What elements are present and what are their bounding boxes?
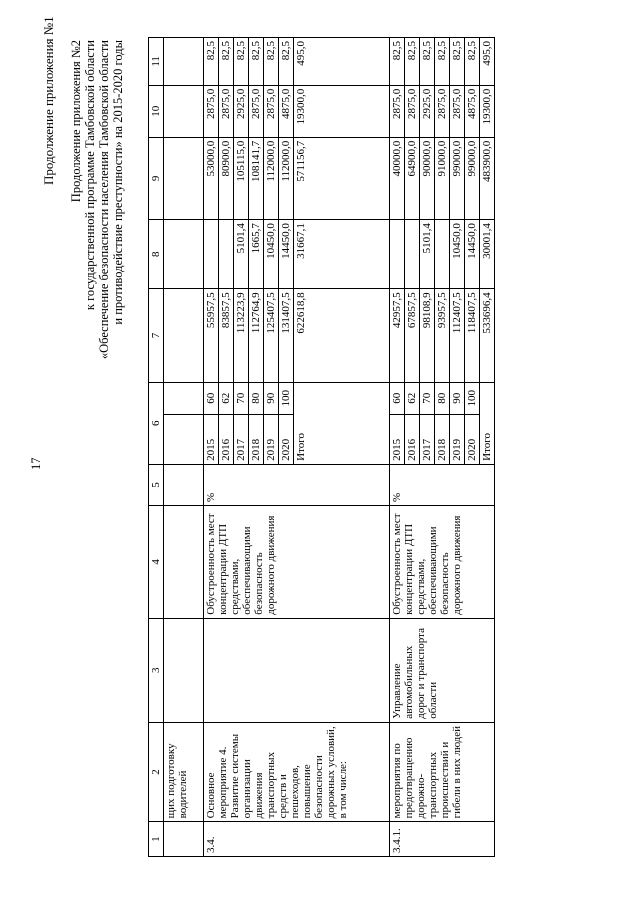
value-c10: 2875,0 xyxy=(450,85,465,137)
value-c7: 113223,9 xyxy=(234,289,249,382)
value-c7: 112764,9 xyxy=(249,289,264,382)
year: 2019 xyxy=(450,415,465,465)
target: 80 xyxy=(249,382,264,415)
target: 62 xyxy=(405,382,420,415)
table-row xyxy=(390,38,405,857)
year: 2017 xyxy=(234,415,249,465)
indicator: Обустроенность мест концентрации ДТП средствами, обеспечивающими безопасность дорожного движения xyxy=(204,506,390,619)
value-c11: 82,5 xyxy=(390,38,405,86)
value-c9: 91000,0 xyxy=(435,137,450,219)
page-number: 17 xyxy=(29,457,43,470)
value-c9: 90000,0 xyxy=(420,137,435,219)
col-num-3: 3 xyxy=(149,618,164,722)
value-c8: 5101,4 xyxy=(420,220,435,289)
value-c11: 82,5 xyxy=(435,38,450,86)
total-c7: 533696,4 xyxy=(480,289,495,382)
target: 70 xyxy=(420,382,435,415)
value-c7: 98108,9 xyxy=(420,289,435,382)
value-c9: 99000,0 xyxy=(450,137,465,219)
unit: % xyxy=(204,464,390,505)
value-c9: 80900,0 xyxy=(219,137,234,219)
table-row xyxy=(204,38,219,857)
appendix-2-program-name: «Обеспечение безопасности населения Тамбовской области xyxy=(97,40,111,360)
target: 70 xyxy=(234,382,249,415)
total-c8: 30001,4 xyxy=(480,220,495,289)
value-c9: 112000,0 xyxy=(279,137,294,219)
value-c8 xyxy=(204,220,219,289)
total-c9: 483900,0 xyxy=(480,137,495,219)
col-num-10: 10 xyxy=(149,85,164,137)
total-label: Итого xyxy=(480,382,495,464)
total-c9: 571156,7 xyxy=(294,137,390,219)
total-c10: 19300,0 xyxy=(480,85,495,137)
value-c10: 2875,0 xyxy=(405,85,420,137)
value-c7: 67857,5 xyxy=(405,289,420,382)
value-c7: 93957,5 xyxy=(435,289,450,382)
total-c8: 31667,1 xyxy=(294,220,390,289)
value-c8 xyxy=(219,220,234,289)
total-label: Итого xyxy=(294,382,390,464)
value-c10: 2925,0 xyxy=(420,85,435,137)
value-c7: 112407,5 xyxy=(450,289,465,382)
executor xyxy=(204,618,390,722)
value-c11: 82,5 xyxy=(249,38,264,86)
value-c10: 2875,0 xyxy=(435,85,450,137)
value-c8 xyxy=(390,220,405,289)
value-c10: 2875,0 xyxy=(264,85,279,137)
year: 2020 xyxy=(465,415,480,465)
value-c11: 82,5 xyxy=(465,38,480,86)
value-c11: 82,5 xyxy=(420,38,435,86)
value-c8: 1665,7 xyxy=(249,220,264,289)
year: 2016 xyxy=(219,415,234,465)
target: 60 xyxy=(204,382,219,415)
value-c8 xyxy=(405,220,420,289)
value-c10: 2875,0 xyxy=(390,85,405,137)
value-c7: 118407,5 xyxy=(465,289,480,382)
total-c10: 19300,0 xyxy=(294,85,390,137)
value-c10: 2925,0 xyxy=(234,85,249,137)
value-c8: 10450,0 xyxy=(264,220,279,289)
value-c11: 82,5 xyxy=(450,38,465,86)
value-c7: 83857,5 xyxy=(219,289,234,382)
target: 100 xyxy=(465,382,480,415)
target: 90 xyxy=(450,382,465,415)
indicator: Обустроенность мест концентрации ДТП средствами, обеспечивающими безопасность дорожного движения xyxy=(390,506,495,619)
value-c9: 99000,0 xyxy=(465,137,480,219)
year: 2020 xyxy=(279,415,294,465)
value-c11: 82,5 xyxy=(234,38,249,86)
section-3-4 xyxy=(204,38,390,857)
column-number-row xyxy=(149,38,164,857)
col-num-8: 8 xyxy=(149,220,164,289)
total-c11: 495,0 xyxy=(294,38,390,86)
value-c10: 2875,0 xyxy=(249,85,264,137)
target: 100 xyxy=(279,382,294,415)
value-c9: 105115,0 xyxy=(234,137,249,219)
value-c9: 108141,7 xyxy=(249,137,264,219)
total-c7: 622618,8 xyxy=(294,289,390,382)
target: 80 xyxy=(435,382,450,415)
value-c8: 5101,4 xyxy=(234,220,249,289)
value-c9: 53000,0 xyxy=(204,137,219,219)
year: 2017 xyxy=(420,415,435,465)
year: 2018 xyxy=(435,415,450,465)
value-c8 xyxy=(435,220,450,289)
value-c9: 40000,0 xyxy=(390,137,405,219)
target: 90 xyxy=(264,382,279,415)
col-num-1: 1 xyxy=(149,822,164,857)
value-c8: 14450,0 xyxy=(465,220,480,289)
value-c7: 55957,5 xyxy=(204,289,219,382)
col-num-9: 9 xyxy=(149,137,164,219)
col-num-11: 11 xyxy=(149,38,164,86)
section-3-4-1 xyxy=(390,38,495,857)
year: 2015 xyxy=(390,415,405,465)
year: 2018 xyxy=(249,415,264,465)
value-c10: 4875,0 xyxy=(465,85,480,137)
value-c10: 2875,0 xyxy=(204,85,219,137)
measure-name: мероприятия по предотвращению дорожно-транспортных происшествий и гибели в них людей xyxy=(390,722,495,822)
value-c10: 4875,0 xyxy=(279,85,294,137)
executor: Управление автомобильных дорог и транспорта области xyxy=(390,618,495,722)
row-number: 3.4.1. xyxy=(390,822,495,857)
measure-name: Основное мероприятие 4. Развитие системы организации движения транспортных средств и пешеходов, повышение безопасности дорожных условий, в том числе: xyxy=(204,722,390,822)
target: 62 xyxy=(219,382,234,415)
program-table xyxy=(148,37,495,857)
col-num-7: 7 xyxy=(149,289,164,382)
appendix-2-program-period: и противодействие преступности» на 2015-2020 годы xyxy=(111,40,125,325)
top-fragment-text: щих подготовку водителей xyxy=(164,722,204,822)
total-c11: 495,0 xyxy=(480,38,495,86)
value-c11: 82,5 xyxy=(279,38,294,86)
value-c11: 82,5 xyxy=(405,38,420,86)
value-c11: 82,5 xyxy=(204,38,219,86)
value-c7: 125407,5 xyxy=(264,289,279,382)
value-c11: 82,5 xyxy=(264,38,279,86)
col-num-2: 2 xyxy=(149,722,164,822)
year: 2019 xyxy=(264,415,279,465)
value-c8: 14450,0 xyxy=(279,220,294,289)
appendix-2-title: Продолжение приложения №2 xyxy=(69,40,83,203)
row-number: 3.4. xyxy=(204,822,390,857)
col-num-6: 6 xyxy=(149,382,164,464)
top-fragment-row xyxy=(164,38,204,857)
value-c8: 10450,0 xyxy=(450,220,465,289)
value-c7: 131407,5 xyxy=(279,289,294,382)
year: 2016 xyxy=(405,415,420,465)
appendix-2-program: к государственной программе Тамбовской области xyxy=(83,40,97,311)
value-c11: 82,5 xyxy=(219,38,234,86)
continuation-appendix-1: Продолжение приложения №1 xyxy=(41,16,56,185)
col-num-5: 5 xyxy=(149,464,164,505)
col-num-4: 4 xyxy=(149,506,164,619)
unit: % xyxy=(390,464,495,505)
value-c10: 2875,0 xyxy=(219,85,234,137)
target: 60 xyxy=(390,382,405,415)
value-c9: 64900,0 xyxy=(405,137,420,219)
value-c7: 42957,5 xyxy=(390,289,405,382)
value-c9: 112000,0 xyxy=(264,137,279,219)
year: 2015 xyxy=(204,415,219,465)
